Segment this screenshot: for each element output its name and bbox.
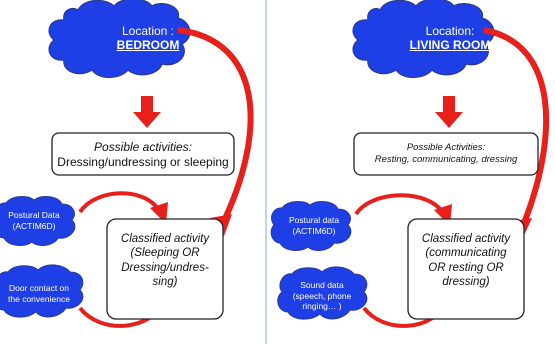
left-classified-line1: Classified activity — [120, 233, 210, 245]
right-location-text — [380, 24, 520, 53]
left-classified-line2: (Sleeping OR — [130, 247, 200, 260]
left-door-line1: Door contact on — [8, 283, 69, 293]
right-postural-line2: (ACTIM6D) — [292, 225, 336, 236]
left-possible-title: Possible activities: — [93, 140, 193, 154]
left-possible-text — [54, 140, 232, 170]
right-postural-text — [274, 215, 354, 236]
right-sound-line2: (speech, phone — [292, 290, 352, 301]
left-possible-activities: Dressing/undressing or sleeping — [57, 155, 229, 169]
right-location-label: Location: — [425, 24, 475, 38]
right-possible-text — [356, 142, 536, 166]
right-down-arrow — [435, 96, 463, 128]
left-arrow-postural — [80, 193, 160, 212]
right-possible-title: Possible Activities: — [406, 142, 486, 153]
right-sound-line1: Sound data — [300, 280, 344, 290]
left-postural-line1: Postural Data — [8, 210, 60, 220]
left-classified-line3: Dressing/undres- — [121, 261, 209, 274]
right-sound-text — [280, 280, 364, 312]
left-postural-line2: (ACTIM6D) — [12, 220, 56, 231]
right-classified-line2: (communicating — [425, 247, 507, 260]
left-location-value: BEDROOM — [116, 38, 180, 53]
right-curved-arrow-location — [484, 30, 546, 228]
right-classified-line3: OR resting OR — [428, 261, 504, 274]
right-arrow-postural — [356, 195, 444, 214]
right-classified-text — [410, 232, 522, 290]
left-postural-text — [0, 210, 74, 231]
left-door-text — [0, 283, 84, 304]
left-classified-text — [109, 232, 221, 290]
left-location-text — [78, 24, 218, 53]
right-sound-line3: ringing… ) — [302, 301, 342, 312]
left-door-line2: the convenience — [8, 293, 70, 304]
left-classified-line4: sing) — [152, 276, 178, 289]
left-curved-arrow-location — [178, 30, 251, 225]
right-classified-line1: Classified activity — [421, 233, 511, 245]
left-down-arrow — [133, 96, 161, 128]
left-location-label: Location : — [121, 24, 175, 38]
right-possible-activities: Resting, communicating, dressing — [374, 153, 518, 165]
right-classified-line4: dressing) — [442, 276, 490, 289]
right-postural-line1: Postural data — [288, 215, 340, 225]
right-location-value: LIVING ROOM — [409, 38, 491, 53]
